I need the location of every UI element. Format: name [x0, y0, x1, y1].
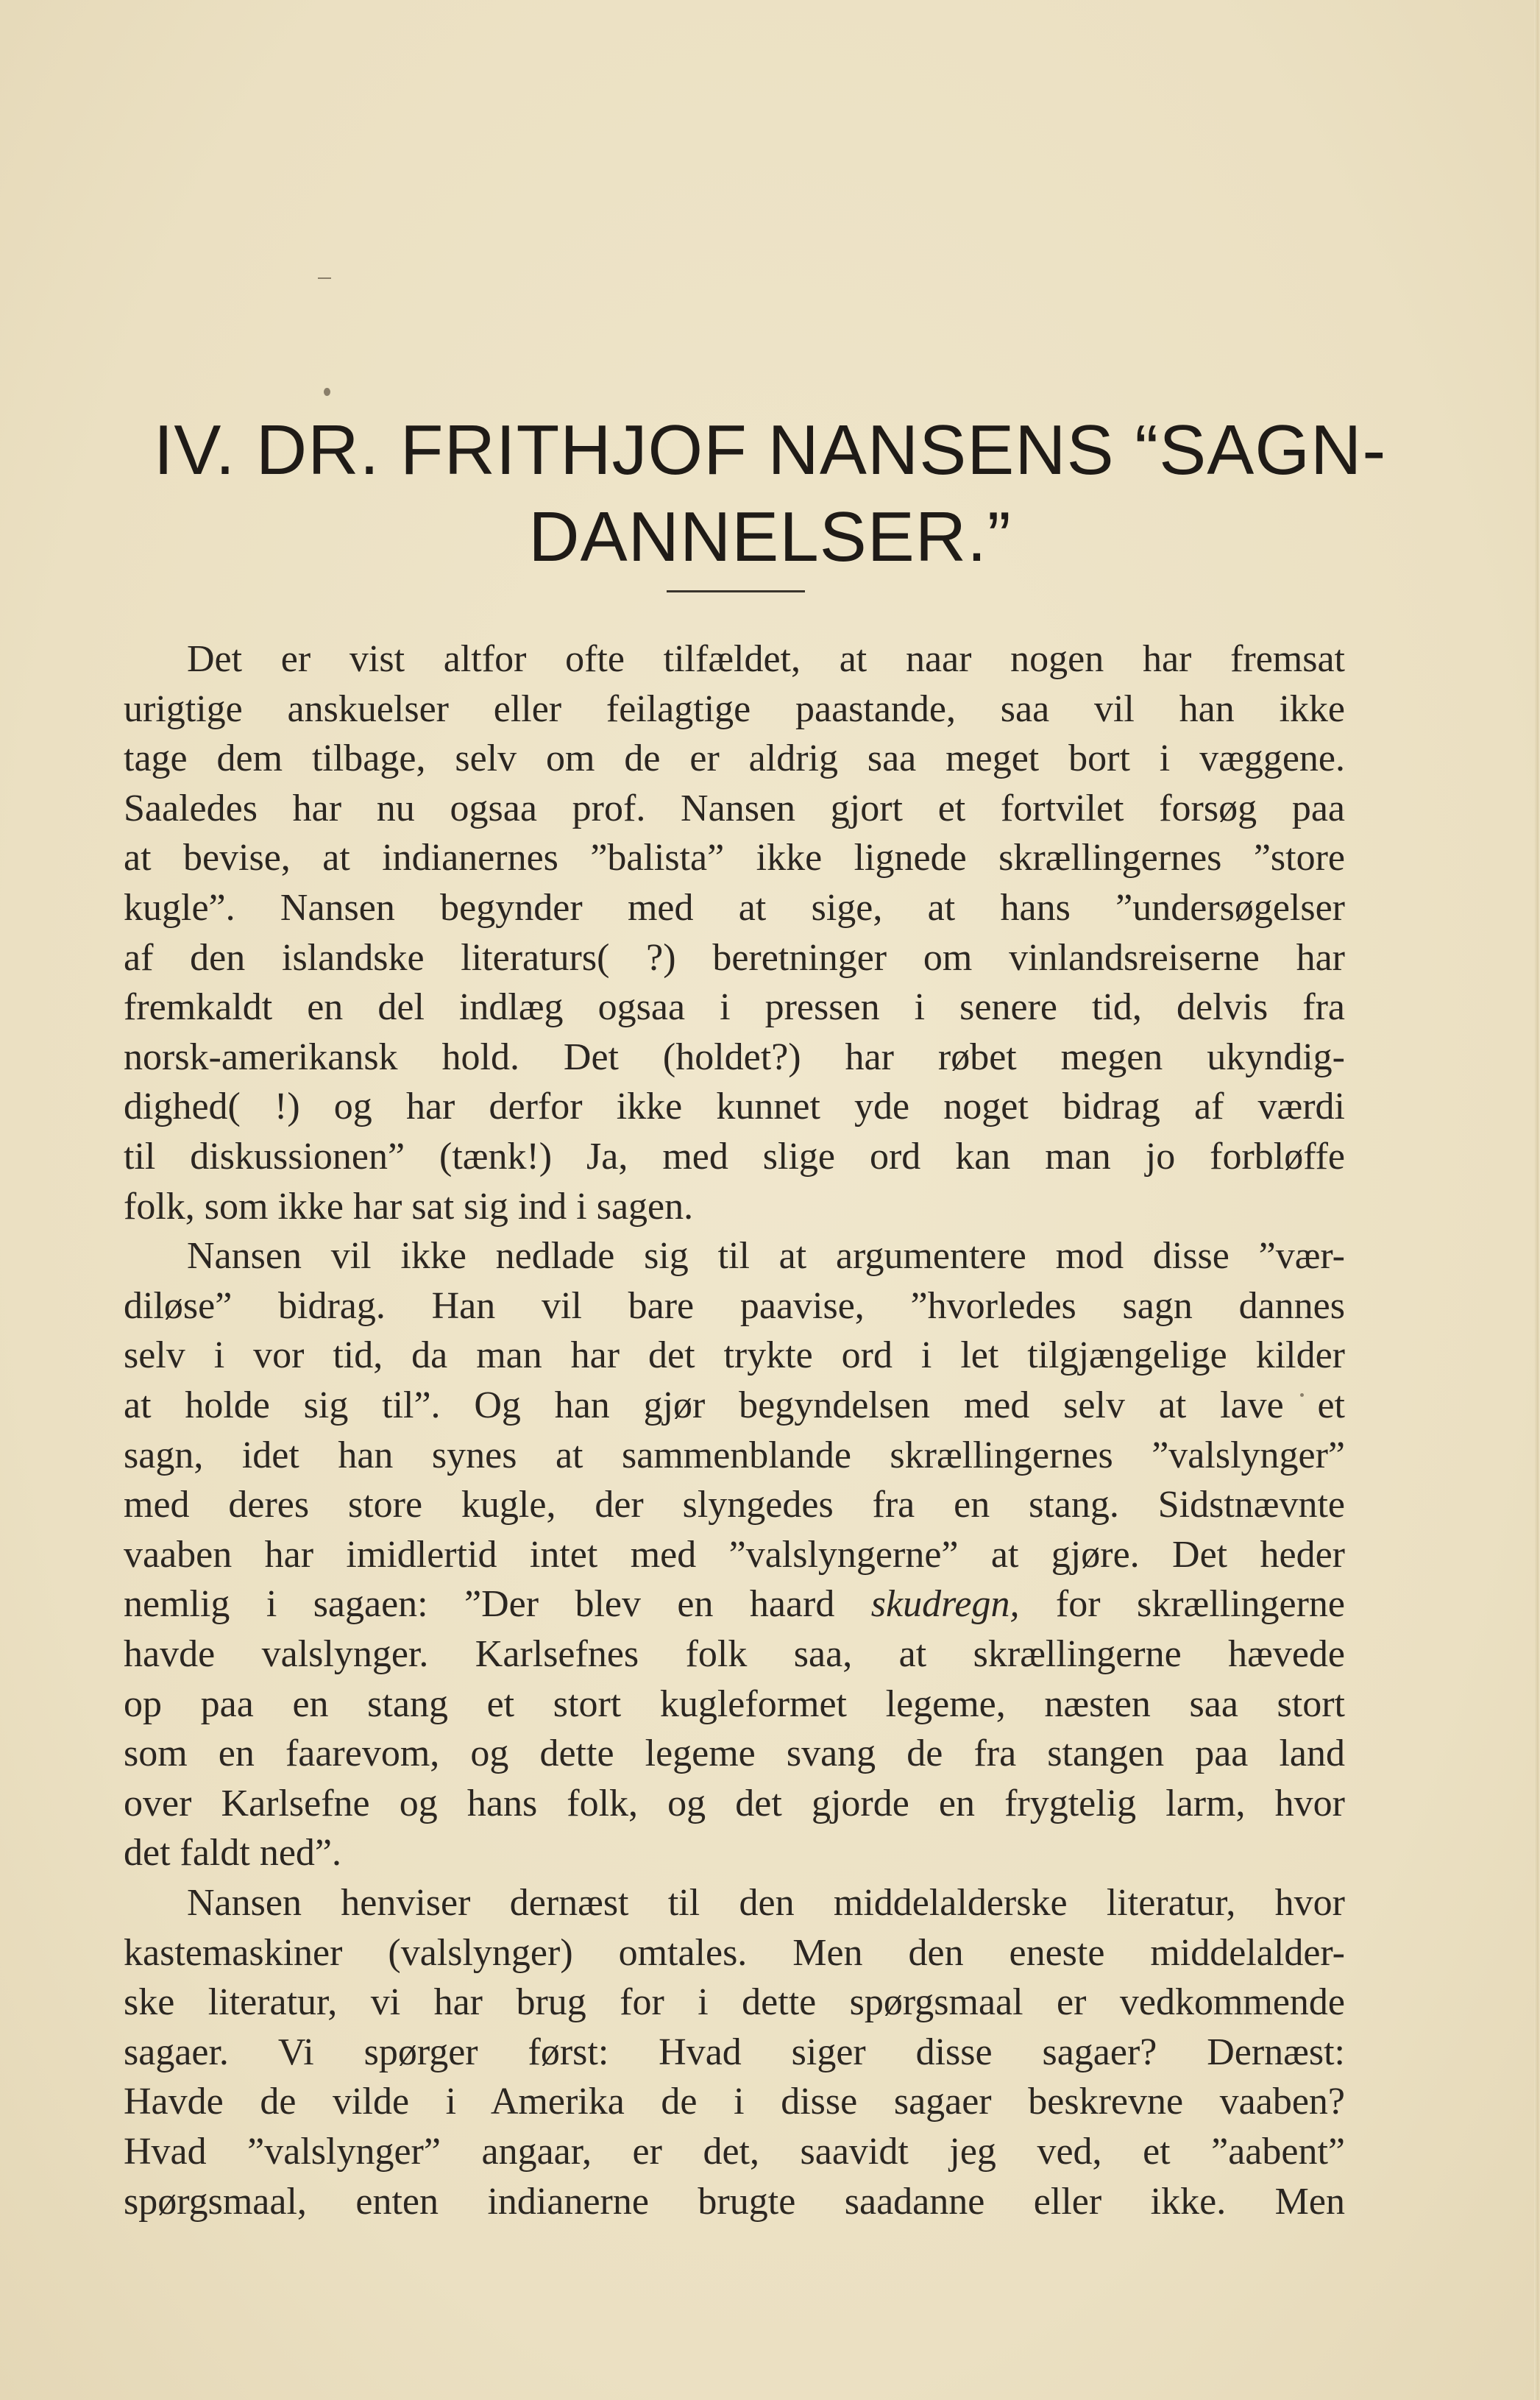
text-line: Hvad ”valslynger” angaar, er det, saavidt jeg ved, et ”aabent”: [124, 2131, 1345, 2173]
speck-mark: [318, 277, 331, 279]
page-edge: [1534, 0, 1539, 2400]
text-line: spørgsmaal, enten indianerne brugte saadanne eller ikke. Men: [124, 2180, 1345, 2223]
text-line: urigtige anskuelser eller feilagtige paastande, saa vil han ikke: [124, 687, 1345, 730]
text-line: tage dem tilbage, selv om de er aldrig saa meget bort i væggene.: [124, 737, 1345, 780]
text-line: kastemaskiner (valslynger) omtales. Men den eneste middelalder-: [124, 1931, 1345, 1974]
italic-word: skudregn,: [870, 1583, 1020, 1626]
speck-mark: [324, 388, 330, 396]
text-line: sagn, idet han synes at sammenblande skrællingernes ”valslynger”: [124, 1434, 1345, 1476]
text-line: Nansen henviser dernæst til den middelalderske literatur, hvor: [187, 1882, 1345, 1924]
text-line: sagaer. Vi spørger først: Hvad siger disse sagaer? Dernæst:: [124, 2031, 1345, 2073]
text-line: op paa en stang et stort kugleformet legeme, næsten saa stort: [124, 1682, 1345, 1725]
text-line: kugle”. Nansen begynder med at sige, at hans ”undersøgelser: [124, 887, 1345, 929]
text-line: Det er vist altfor ofte tilfældet, at naar nogen har fremsat: [187, 638, 1345, 680]
text-line: diløse” bidrag. Han vil bare paavise, ”hvorledes sagn dannes: [124, 1284, 1345, 1327]
text-line: Havde de vilde i Amerika de i disse sagaer beskrevne vaaben?: [124, 2081, 1345, 2123]
title-rule: [667, 590, 805, 592]
text-line: af den islandske literaturs( ?) beretninger om vinlandsreiserne har: [124, 936, 1345, 979]
text-line: dighed( !) og har derfor ikke kunnet yde noget bidrag af værdi: [124, 1086, 1345, 1128]
text-line: det faldt ned”.: [124, 1832, 341, 1875]
text-line: norsk-amerikansk hold. Det (holdet?) har røbet megen ukyndig-: [124, 1036, 1345, 1078]
chapter-title-line-1: IV. DR. FRITHJOF NANSENS “SAGN-: [153, 411, 1387, 489]
text-line: Saaledes har nu ogsaa prof. Nansen gjort et fortvilet forsøg paa: [124, 787, 1345, 829]
text-line: at holde sig til”. Og han gjør begyndelsen med selv at lave et: [124, 1384, 1345, 1426]
text-line: over Karlsefne og hans folk, og det gjorde en frygtelig larm, hvor: [124, 1782, 1345, 1824]
text-line: som en faarevom, og dette legeme svang de fra stangen paa land: [124, 1732, 1345, 1775]
text-line: selv i vor tid, da man har det trykte ord i let tilgjængelige kilder: [124, 1334, 1345, 1377]
text-line: Nansen vil ikke nedlade sig til at argumentere mod disse ”vær-: [187, 1235, 1345, 1278]
text-line: havde valslynger. Karlsefnes folk saa, at skrællingerne hævede: [124, 1633, 1345, 1675]
text-line: med deres store kugle, der slyngedes fra en stang. Sidstnævnte: [124, 1484, 1345, 1526]
text-line: ske literatur, vi har brug for i dette spørgsmaal er vedkommende: [124, 1981, 1345, 2024]
chapter-title-line-2: DANNELSER.”: [528, 498, 1012, 576]
text-line: at bevise, at indianernes ”balista” ikke lignede skrællingernes ”store: [124, 837, 1345, 879]
text-line: til diskussionen” (tænk!) Ja, med slige ord kan man jo forbløffe: [124, 1136, 1345, 1178]
text-line: vaaben har imidlertid intet med ”valslyngerne” at gjøre. Det heder: [124, 1533, 1345, 1576]
text-line: nemlig i sagaen: ”Der blev en haard skudregn, for skrællingerne: [124, 1583, 1346, 1626]
text-line: fremkaldt en del indlæg ogsaa i pressen i senere tid, delvis fra: [124, 986, 1345, 1029]
text-line: folk, som ikke har sat sig ind i sagen.: [124, 1185, 694, 1228]
